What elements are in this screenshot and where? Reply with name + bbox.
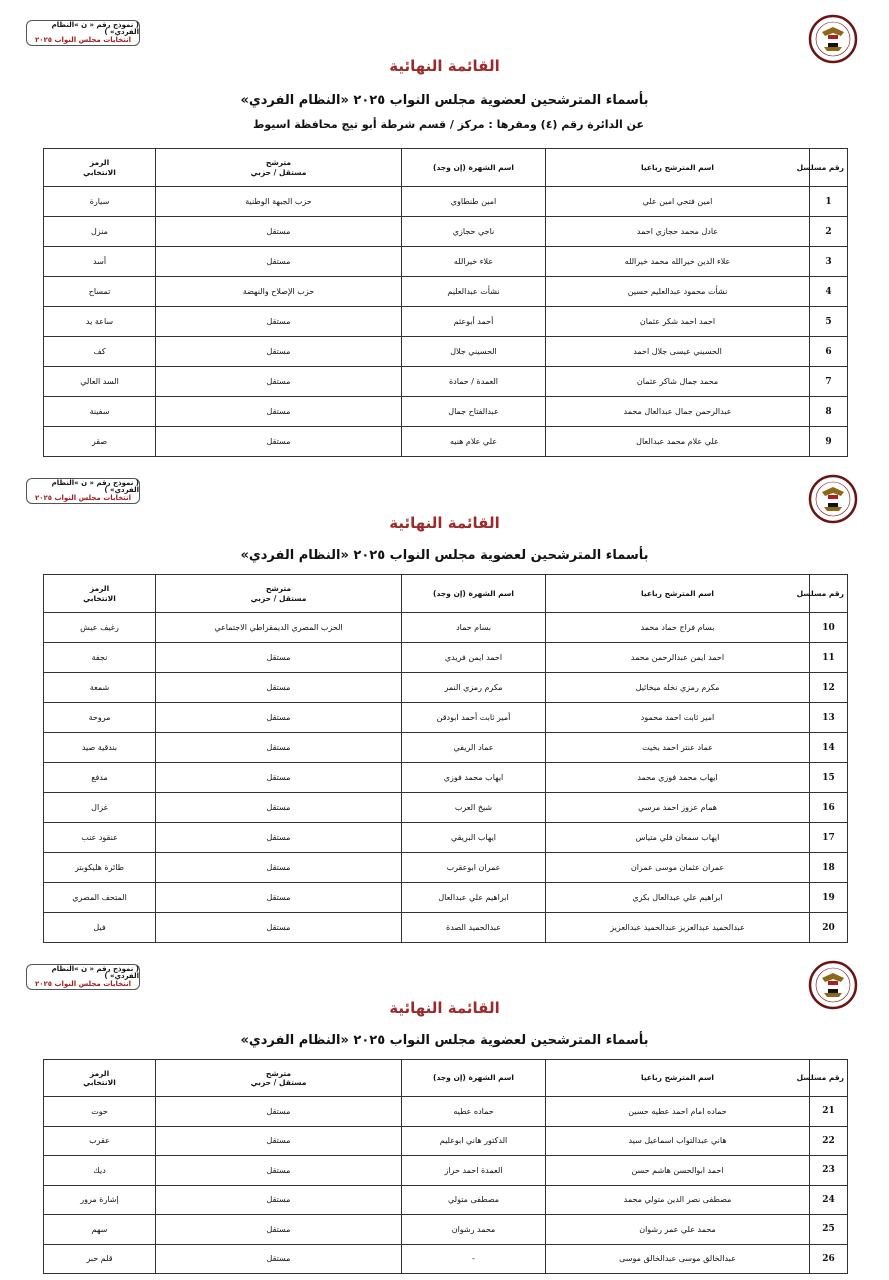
page-2: [0, 466, 889, 944]
table-row: [44, 247, 848, 277]
list-title: القائمة النهائية: [389, 999, 500, 1017]
cell-known-name: أمير ثابت أحمد ابودقن: [402, 703, 546, 733]
cell-electoral-symbol: صقر: [44, 427, 156, 457]
header-affiliation: [156, 149, 402, 187]
table-row: [44, 1126, 848, 1156]
cell-candidate-name: ايهاب سمعان فلي متياس: [546, 823, 810, 853]
cell-electoral-symbol: كف: [44, 337, 156, 367]
header-affiliation-text: مترشح: [265, 584, 292, 594]
form-label-line1: ( نموذج رقم « ن »النظام الفردي» ): [51, 20, 139, 37]
cell-known-name: الحسيني جلال: [402, 337, 546, 367]
cell-electoral-symbol: السد العالي: [44, 367, 156, 397]
cell-candidate-name: امين فتحي امين علي: [546, 187, 810, 217]
header-serial-number-text: رقم مسلسل: [796, 1073, 844, 1083]
header-known-name-text: اسم الشهرة (إن وجد): [433, 162, 514, 172]
cell-serial-number: 11: [810, 643, 848, 673]
header-candidate-name-text: اسم المترشح رباعيا: [641, 1073, 714, 1083]
cell-known-name: الدكتور هاني ابوعليم: [402, 1126, 546, 1156]
form-number-badge: [26, 20, 140, 46]
cell-serial-number: 19: [810, 883, 848, 913]
page-3: [0, 952, 889, 1280]
cell-electoral-symbol: بندقية صيد: [44, 733, 156, 763]
table-row: [44, 823, 848, 853]
cell-electoral-symbol: قلم حبر: [44, 1244, 156, 1274]
cell-serial-number: 12: [810, 673, 848, 703]
table-row: [44, 733, 848, 763]
form-label-line2: انتخابات مجلس النواب ٢٠٢٥: [34, 979, 132, 988]
cell-affiliation: مستقل: [156, 643, 402, 673]
cell-affiliation: مستقل: [156, 883, 402, 913]
table-row: [44, 613, 848, 643]
cell-candidate-name: علاء الدين خيرالله محمد خيرالله: [546, 247, 810, 277]
header-known-name-text: اسم الشهرة (إن وجد): [433, 588, 514, 598]
cell-serial-number: 13: [810, 703, 848, 733]
form-label-line1: ( نموذج رقم « ن »النظام الفردي» ): [51, 964, 139, 981]
candidates-table-1: [43, 148, 848, 457]
cell-known-name: نشأت عبدالعليم: [402, 277, 546, 307]
cell-affiliation: مستقل: [156, 913, 402, 943]
header-serial-number: [796, 575, 848, 613]
cell-electoral-symbol: نجفة: [44, 643, 156, 673]
cell-affiliation: مستقل: [156, 1156, 402, 1186]
cell-electoral-symbol: سفينة: [44, 397, 156, 427]
form-number-badge: [26, 964, 140, 990]
cell-affiliation: مستقل: [156, 217, 402, 247]
cell-candidate-name: همام عزوز احمد مرسي: [546, 793, 810, 823]
cell-candidate-name: علي علام محمد عبدالعال: [546, 427, 810, 457]
table-row: [44, 397, 848, 427]
cell-affiliation: مستقل: [156, 397, 402, 427]
header-known-name-text: اسم الشهرة (إن وجد): [433, 1073, 514, 1083]
table-row: [44, 793, 848, 823]
cell-electoral-symbol: سيارة: [44, 187, 156, 217]
cell-known-name: امين طنطاوي: [402, 187, 546, 217]
cell-known-name: احمد ايمن فريدي: [402, 643, 546, 673]
header-serial-number-text: رقم مسلسل: [796, 588, 844, 598]
cell-affiliation: مستقل: [156, 427, 402, 457]
cell-affiliation: مستقل: [156, 733, 402, 763]
cell-candidate-name: هاني عبدالتواب اسماعيل سيد: [546, 1126, 810, 1156]
cell-affiliation: مستقل: [156, 337, 402, 367]
header-candidate-name-text: اسم المترشح رباعيا: [641, 162, 714, 172]
cell-electoral-symbol: غزال: [44, 793, 156, 823]
header-electoral-symbol: [44, 1060, 156, 1097]
cell-serial-number: 3: [810, 247, 848, 277]
table-row: [44, 673, 848, 703]
cell-known-name: مصطفى متولي: [402, 1185, 546, 1215]
cell-known-name: أحمد أبوعثم: [402, 307, 546, 337]
header-electoral-symbol-text: الرمز: [89, 584, 110, 594]
cell-serial-number: 14: [810, 733, 848, 763]
table-row: [44, 883, 848, 913]
cell-serial-number: 22: [810, 1126, 848, 1156]
header-electoral-symbol: [44, 575, 156, 613]
cell-candidate-name: احمد ايمن عبدالرحمن محمد: [546, 643, 810, 673]
cell-candidate-name: عادل محمد حجازي احمد: [546, 217, 810, 247]
header-electoral-symbol-text: الرمز: [89, 1068, 110, 1078]
cell-affiliation: مستقل: [156, 1244, 402, 1274]
header-serial-number: [796, 1060, 848, 1097]
header-affiliation: [156, 575, 402, 613]
table-row: [44, 853, 848, 883]
cell-electoral-symbol: شمعة: [44, 673, 156, 703]
cell-candidate-name: بسام فراج حماد محمد: [546, 613, 810, 643]
header-affiliation: [156, 1060, 402, 1097]
candidates-table-2: [43, 574, 848, 943]
form-label-line2: انتخابات مجلس النواب ٢٠٢٥: [34, 35, 132, 44]
cell-known-name: عماد الريفي: [402, 733, 546, 763]
header-affiliation-text: مستقل / حزبي: [250, 593, 307, 603]
list-subtitle: بأسماء المترشحين لعضوية مجلس النواب ٢٠٢٥ «النظام الفردي»: [240, 1033, 649, 1048]
cell-known-name: ايهاب محمد فوزي: [402, 763, 546, 793]
cell-known-name: ايهاب البريقي: [402, 823, 546, 853]
cell-electoral-symbol: أسد: [44, 247, 156, 277]
cell-known-name: محمد رشوان: [402, 1215, 546, 1245]
header-serial-number: [796, 149, 848, 187]
header-known-name: [402, 1060, 546, 1097]
header-known-name: [402, 575, 546, 613]
cell-known-name: -: [402, 1244, 546, 1274]
table-row: [44, 1156, 848, 1186]
cell-affiliation: الحزب المصري الديمقراطي الاجتماعي: [156, 613, 402, 643]
form-number-badge: [26, 478, 140, 504]
cell-serial-number: 18: [810, 853, 848, 883]
table-header-row: [44, 1060, 848, 1097]
cell-serial-number: 16: [810, 793, 848, 823]
cell-known-name: العمدة / حمادة: [402, 367, 546, 397]
header-known-name: [402, 149, 546, 187]
form-label-line2: انتخابات مجلس النواب ٢٠٢٥: [34, 493, 132, 502]
table-row: [44, 913, 848, 943]
cell-candidate-name: عماد عنتر احمد بخيت: [546, 733, 810, 763]
cell-electoral-symbol: منزل: [44, 217, 156, 247]
cell-serial-number: 6: [810, 337, 848, 367]
cell-electoral-symbol: عنقود عنب: [44, 823, 156, 853]
header-electoral-symbol-text: الانتخابي: [83, 1078, 116, 1087]
header-affiliation-text: مستقل / حزبي: [250, 1078, 307, 1087]
header-electoral-symbol-text: الانتخابي: [83, 593, 116, 603]
cell-known-name: مكرم رمزي النمر: [402, 673, 546, 703]
cell-electoral-symbol: المتحف المصري: [44, 883, 156, 913]
cell-serial-number: 21: [810, 1097, 848, 1127]
district-line: عن الدائرة رقم (٤) ومقرها : مركز / قسم شرطة أبو تيج محافظة اسيوط: [252, 118, 644, 131]
cell-affiliation: مستقل: [156, 307, 402, 337]
cell-serial-number: 25: [810, 1215, 848, 1245]
cell-serial-number: 5: [810, 307, 848, 337]
cell-serial-number: 17: [810, 823, 848, 853]
cell-serial-number: 7: [810, 367, 848, 397]
cell-serial-number: 2: [810, 217, 848, 247]
cell-known-name: ابراهيم علي عبدالعال: [402, 883, 546, 913]
cell-candidate-name: عبدالحميد عبدالعزيز عبدالحميد عبدالعزيز: [546, 913, 810, 943]
table-row: [44, 1215, 848, 1245]
cell-affiliation: مستقل: [156, 763, 402, 793]
cell-affiliation: مستقل: [156, 1097, 402, 1127]
cell-serial-number: 1: [810, 187, 848, 217]
cell-known-name: حماده عطيه: [402, 1097, 546, 1127]
cell-electoral-symbol: ساعة يد: [44, 307, 156, 337]
table-header-row: [44, 149, 848, 187]
cell-known-name: شيخ العرب: [402, 793, 546, 823]
cell-serial-number: 8: [810, 397, 848, 427]
cell-serial-number: 4: [810, 277, 848, 307]
cell-affiliation: مستقل: [156, 1126, 402, 1156]
table-row: [44, 307, 848, 337]
cell-electoral-symbol: طائرة هليكوبتر: [44, 853, 156, 883]
table-row: [44, 1097, 848, 1127]
cell-known-name: العمدة احمد حراز: [402, 1156, 546, 1186]
cell-candidate-name: احمد احمد شكر عثمان: [546, 307, 810, 337]
list-subtitle: بأسماء المترشحين لعضوية مجلس النواب ٢٠٢٥ «النظام الفردي»: [240, 548, 649, 563]
cell-known-name: علي علام هنيه: [402, 427, 546, 457]
cell-electoral-symbol: ديك: [44, 1156, 156, 1186]
cell-candidate-name: محمد جمال شاكر عثمان: [546, 367, 810, 397]
table-row: [44, 643, 848, 673]
cell-known-name: بسام حماد: [402, 613, 546, 643]
cell-electoral-symbol: سهم: [44, 1215, 156, 1245]
header-affiliation-text: مترشح: [265, 158, 292, 168]
cell-candidate-name: حماده امام احمد عطيه حسين: [546, 1097, 810, 1127]
cell-serial-number: 24: [810, 1185, 848, 1215]
cell-electoral-symbol: فيل: [44, 913, 156, 943]
cell-affiliation: مستقل: [156, 853, 402, 883]
cell-known-name: علاء خيرالله: [402, 247, 546, 277]
cell-serial-number: 23: [810, 1156, 848, 1186]
header-electoral-symbol-text: الانتخابي: [83, 167, 116, 177]
header-affiliation-text: مستقل / حزبي: [250, 167, 307, 177]
table-row: [44, 1185, 848, 1215]
cell-affiliation: مستقل: [156, 673, 402, 703]
cell-affiliation: مستقل: [156, 1185, 402, 1215]
cell-known-name: عمران ابوعقرب: [402, 853, 546, 883]
cell-electoral-symbol: تمساح: [44, 277, 156, 307]
cell-candidate-name: نشأت محمود عبدالعليم حسين: [546, 277, 810, 307]
list-title: القائمة النهائية: [389, 57, 500, 75]
cell-candidate-name: احمد ابوالحسن هاشم حسن: [546, 1156, 810, 1186]
table-row: [44, 763, 848, 793]
table-header-row: [44, 575, 848, 613]
cell-candidate-name: الحسيني عيسى جلال احمد: [546, 337, 810, 367]
cell-candidate-name: عمران عثمان موسى عمران: [546, 853, 810, 883]
table-row: [44, 337, 848, 367]
cell-serial-number: 20: [810, 913, 848, 943]
cell-serial-number: 15: [810, 763, 848, 793]
header-affiliation-text: مترشح: [265, 1068, 292, 1078]
cell-affiliation: حزب الجبهة الوطنية: [156, 187, 402, 217]
header-candidate-name-text: اسم المترشح رباعيا: [641, 588, 714, 598]
list-subtitle: بأسماء المترشحين لعضوية مجلس النواب ٢٠٢٥ «النظام الفردي»: [240, 93, 649, 108]
cell-candidate-name: محمد علي عمر رشوان: [546, 1215, 810, 1245]
cell-electoral-symbol: مروحة: [44, 703, 156, 733]
table-row: [44, 217, 848, 247]
form-label-line1: ( نموذج رقم « ن »النظام الفردي» ): [51, 478, 139, 495]
cell-serial-number: 10: [810, 613, 848, 643]
cell-affiliation: مستقل: [156, 247, 402, 277]
cell-candidate-name: ابراهيم علي عبدالعال بكري: [546, 883, 810, 913]
header-electoral-symbol-text: الرمز: [89, 158, 110, 168]
table-row: [44, 367, 848, 397]
header-serial-number-text: رقم مسلسل: [796, 162, 844, 172]
cell-affiliation: مستقل: [156, 1215, 402, 1245]
table-row: [44, 1244, 848, 1274]
cell-serial-number: 26: [810, 1244, 848, 1274]
cell-affiliation: حزب الإصلاح والنهضة: [156, 277, 402, 307]
cell-affiliation: مستقل: [156, 793, 402, 823]
table-row: [44, 427, 848, 457]
table-row: [44, 187, 848, 217]
header-candidate-name: [546, 575, 810, 613]
cell-serial-number: 9: [810, 427, 848, 457]
cell-known-name: عبدالفتاح جمال: [402, 397, 546, 427]
header-electoral-symbol: [44, 149, 156, 187]
list-title: القائمة النهائية: [389, 514, 500, 532]
page-1: [0, 0, 889, 460]
cell-candidate-name: مكرم رمزي نخله ميخائيل: [546, 673, 810, 703]
cell-candidate-name: ايهاب محمد فوزي محمد: [546, 763, 810, 793]
cell-electoral-symbol: حوت: [44, 1097, 156, 1127]
table-row: [44, 703, 848, 733]
cell-candidate-name: امير ثابت احمد محمود: [546, 703, 810, 733]
candidates-table-3: [43, 1059, 848, 1274]
header-candidate-name: [546, 149, 810, 187]
cell-electoral-symbol: عقرب: [44, 1126, 156, 1156]
header-candidate-name: [546, 1060, 810, 1097]
cell-affiliation: مستقل: [156, 367, 402, 397]
cell-affiliation: مستقل: [156, 703, 402, 733]
cell-electoral-symbol: رغيف عيش: [44, 613, 156, 643]
cell-known-name: عبدالحميد الصدة: [402, 913, 546, 943]
cell-affiliation: مستقل: [156, 823, 402, 853]
cell-candidate-name: مصطفى نصر الدين متولي محمد: [546, 1185, 810, 1215]
table-row: [44, 277, 848, 307]
cell-candidate-name: عبدالخالق موسى عبدالخالق موسى: [546, 1244, 810, 1274]
cell-candidate-name: عبدالرحمن جمال عبدالعال محمد: [546, 397, 810, 427]
cell-electoral-symbol: إشارة مرور: [44, 1185, 156, 1215]
cell-electoral-symbol: مدفع: [44, 763, 156, 793]
cell-known-name: ناجي حجازي: [402, 217, 546, 247]
